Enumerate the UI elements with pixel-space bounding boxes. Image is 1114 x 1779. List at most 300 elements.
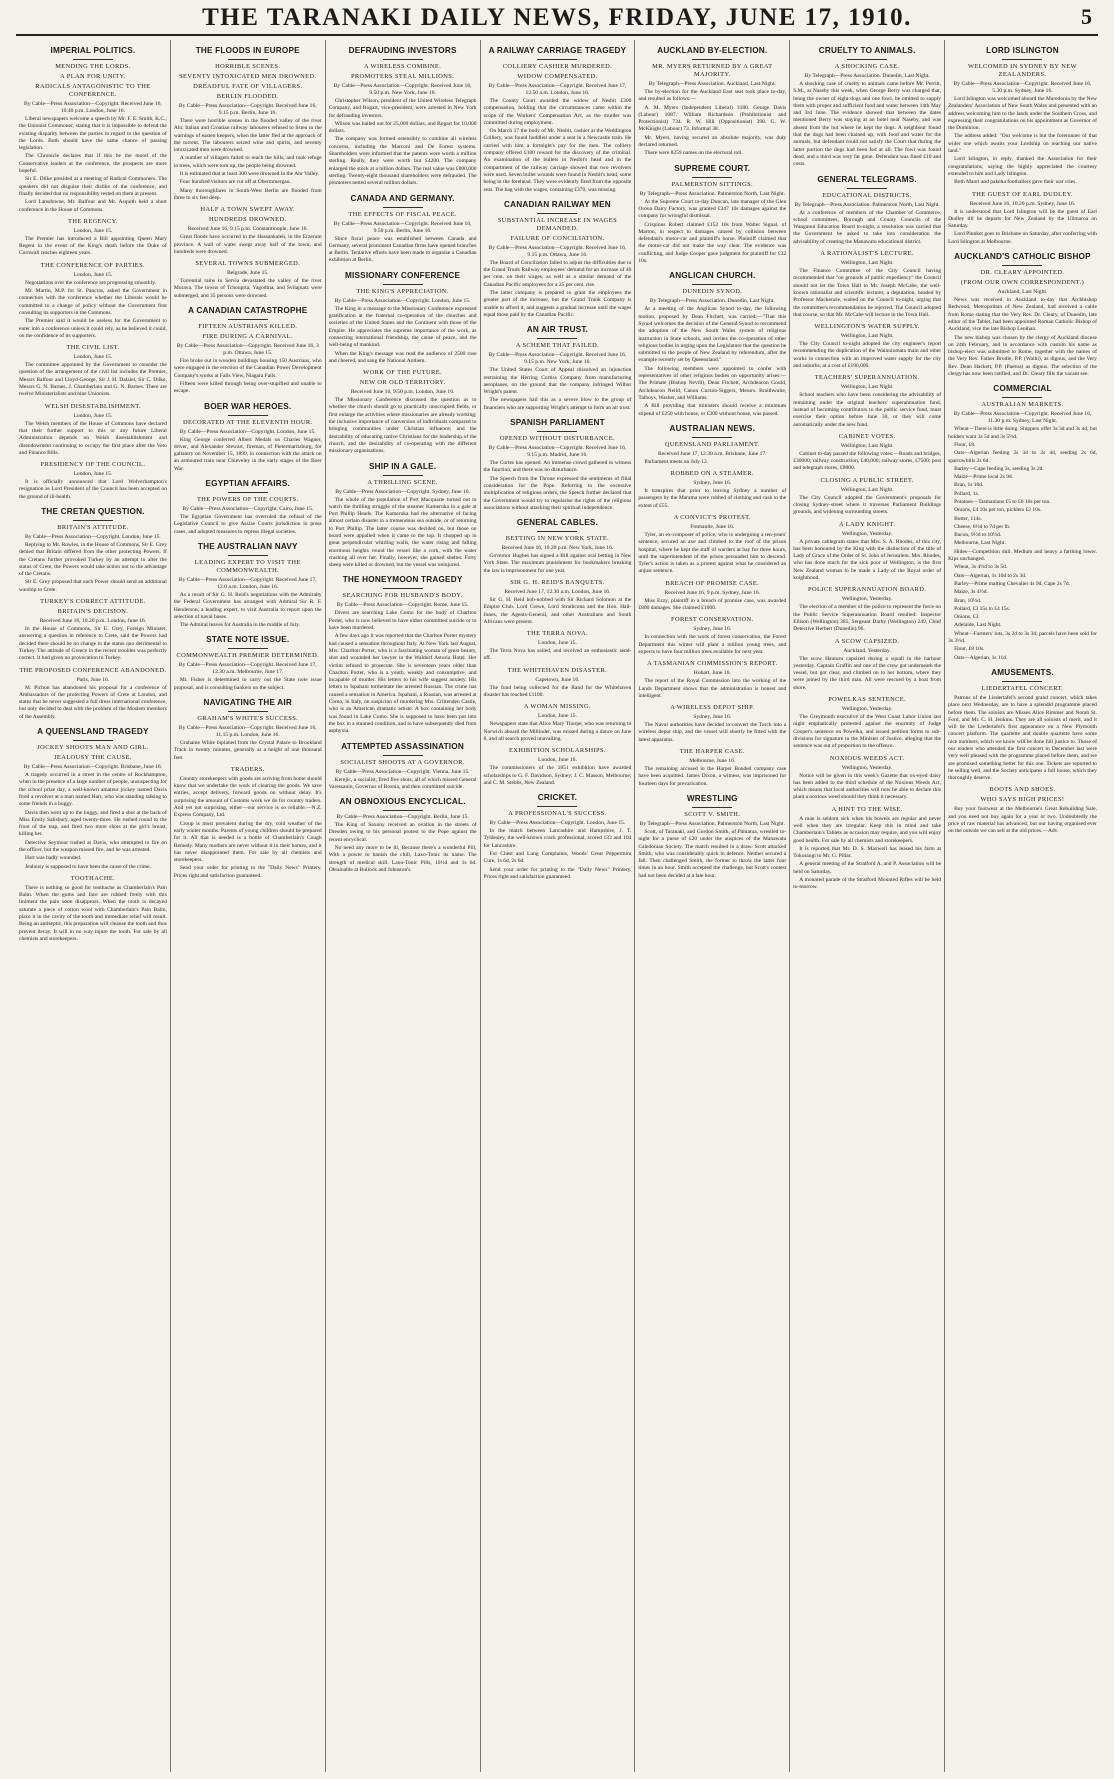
story-dateline: By Cable—Press Association—Copyright. Brisbane, June 16. (23, 764, 163, 771)
story (793, 755, 941, 802)
story-paragraph: The United States Court of Appeal dissolved an injunction restraining the Herring Curtiss Company from manufacturing aeroplanes, on the ground that the company infringed Wilbur Wright's patent. (483, 367, 632, 396)
story (638, 660, 786, 700)
story (329, 462, 477, 570)
story (793, 175, 941, 246)
story-dateline: Fremantle, June 16. (690, 523, 735, 530)
story (329, 797, 477, 874)
story-dateline: By Telegraph—Press Association. Dunedin, Last Night. (804, 73, 930, 79)
headline-rule (383, 59, 423, 60)
headline-rule (73, 59, 113, 60)
story-dateline: Wellington, Last Night. (840, 333, 894, 340)
story-dateline: Received June 17, 12.30 a.m. Brisbane, June 17. (658, 450, 767, 457)
story-dateline: Received June 17, 12.30 a.m. London, June 16. (504, 588, 611, 595)
story-paragraph: Oats—Algerian, 1s 11d. (954, 654, 1008, 661)
story-paragraph: Fire broke out in wooden buildings housing 150 Austrians, who were engaged in the erection of the Canadian Power Development Company's works at Falls View, Niagara Falls. (173, 358, 322, 379)
headline-rule (383, 475, 423, 476)
story-paragraph: A. M. Myers (Independent Liberal) 3180. George Davis (Labour) 1087. William Richardson (Prohibitionist and Protectionist) 734. R. W. Hill (Oppositionist) 398. G. W. McKnight (Labour) 73. Informal 38. (638, 104, 787, 133)
story-dateline: Paris, June 16. (76, 676, 110, 683)
story-subheading: THE TERRA NOVA. (526, 630, 589, 638)
headline-rule (73, 520, 113, 521)
story-subheading: EXHIBITION SCHOLARSHIPS. (508, 747, 606, 755)
story-subheading: QUEENSLAND PARLIAMENT. (664, 440, 760, 448)
story-paragraph: Cabinet to-day passed the following votes:—Roads and bridges, £30000; railway construction, £40,000; railway stores, £7500; post and telegraph stores, £8000. (793, 450, 942, 472)
story-headline: CANADA AND GERMANY. (350, 193, 455, 203)
story (484, 200, 632, 319)
story (329, 271, 477, 365)
column-6 (790, 40, 945, 1772)
story (484, 46, 632, 194)
story-subheading: A RATIONALIST'S LECTURE. (820, 250, 914, 258)
story (793, 374, 941, 428)
story-dateline: By Cable—Press Association—Copyright. Received June 16, 9.50 p.m. Berlin, June 16. (333, 220, 472, 234)
story-paragraph: Sir G. H. Reid hob-nobbed with Sir Richard Solomon at the Empire Club. Lord Crewe, Lord Strathcona and the Hon. Hall-Jones, the Agents-General, and other Australians and South Africans were present. (483, 596, 632, 625)
story-headline: A QUEENSLAND TRAGEDY (37, 727, 149, 737)
story-paragraph: The company was formed ostensibly to combine all wireless concerns, including the Marconi and De Forest systems. Shareholders were informed that the patents were worth a million sterling. Really, they were worth but £4200. The company enlarged the stock at a billion dollars. The real value was £800,000 sterling. Twenty-eight thousand shareholders were defrauded. The promoters netted several million dollars. (328, 136, 477, 187)
story-headline: WRESTLING (686, 793, 738, 803)
story-paragraph: Many thoroughfares in South-West Berlin are flooded from three to six feet deep. (173, 187, 322, 201)
story (638, 616, 786, 656)
story (793, 477, 941, 517)
story (174, 46, 322, 202)
story-headline: A RAILWAY CARRIAGE TRAGEDY (488, 46, 627, 55)
story-paragraph: The Cortes has opened. An immense crowd gathered to witness the function, and there was no disturbance. (483, 460, 632, 474)
story-dateline: By Cable—Press Association—Copyright. Received June 16, 5.30 p.m. Sydney, June 16. (953, 81, 1092, 94)
story-dateline: By Cable—Press Association—Copyright. Sydney, June 16. (335, 488, 471, 495)
story (329, 575, 477, 735)
story-dateline: By Cable—Press Association—Copyright. Received June 17, 12.0 a.m. London, June 16. (178, 576, 317, 590)
story-subheading: WELSH DISESTABLISHMENT. (44, 402, 142, 410)
story-paragraph: The committee appointed by the Government to consider the question of the arrangement of the civil list includes the Premier, Messrs Balfour and Lloyd-George, Sir J. H. Dalziel, Sir C. Dilke, Messrs G. N. Barnes, J. Chamberlain and G. N. Barnes. There are twelve Ministerialists and nine Unionists. (19, 362, 167, 398)
story-dateline: Wellington, Yesterday. (841, 706, 893, 713)
headline-rule (847, 188, 887, 189)
story (484, 418, 632, 512)
story-subheading: MENDING THE LORDS. (55, 63, 131, 70)
story-subheading: (FROM OUR OWN CORRESPONDENT.) (960, 279, 1085, 287)
story-paragraph: The whole of the population of Port Macquarie turned out to watch the thrilling struggle of the steamer Kameruka in a gale at Port Phillip Heads. The Kameruka had the alternative of facing almost certain disaster in a tremendous sea outside, or of returning to Port Phillip. The latter course was decided on, but those on board were appalled when it came to the top. It chopped up in great perpendicular whirling walls, the water rising and falling enormous heights round the vessel like a cork, with the water crashing all over her. Finally, however, she gained shelter. Forty sheep were killed or drowned, but the vessel was uninjured. (328, 496, 477, 569)
story (19, 507, 167, 594)
story-subheading: A SCOW CAPSIZED. (834, 637, 900, 645)
story-dateline: By Telegraph—Press Association. Auckland, Last Night. (648, 81, 776, 87)
story-paragraph: Christopher Wilson, president of the United Wireless Telegraph Company, and Bogart, vice-president, were arrested in New York for defrauding investors. (328, 98, 477, 119)
story-paragraph: The Board of Conciliation failed to adjust the difficulties due to the Grand Trunk Railway employees' demand for an increase of 40 per cent. on their wages, as well as a similar demand of the Canadian Pacific employees for a 25 per cent. rise. (483, 259, 632, 288)
headline-rule (228, 648, 268, 649)
story-dateline: Wellington, Last Night. (840, 260, 894, 267)
story-dateline: By Telegraph—Press Association. Palmerston North, Last Night. (639, 190, 785, 197)
story-dateline: By Cable—Press Association—Copyright. Vienna, June 15. (335, 768, 470, 775)
story-paragraph: Butter, 114s. (954, 515, 982, 522)
story-paragraph: It is officially announced that Lord Wolverhampton's resignation as Lord President of the Council has been accepted on the ground of ill-health. (19, 479, 167, 500)
story (948, 384, 1097, 662)
story-subheading: TOOTHACHE. (70, 874, 116, 882)
story-paragraph: Pollard, £3 15s to £4 15s. (954, 605, 1011, 612)
story-paragraph: A number of villagers failed to reach the hills, and took refuge in trees, which were torn up, the people being drowned. (173, 155, 322, 169)
story-paragraph: At a meeting of the Anglican Synod to-day, the following motion, proposed by Dean Fitchett, was carried:—"That this Synod welcomes the decision of the General Synod to recommend the adoption of the New South Wales system of religious instruction in State schools, and invites the co-operation of other religious bodies in urging upon the Legislature that the question be submitted to the people of New Zealand by referendum, after the example recently set by Queensland." (638, 306, 787, 364)
story-paragraph: In the House of Commons, Sir E. Grey, Foreign Minister, answering a question in reference to Crete, said the Powers had decided there should be no change in the status quo detrimental to Turkey. The attitude of Greece in the recent troubles was perfectly correct. It had given no provocation to Turkey. (19, 626, 167, 662)
story-dateline: By Cable—Press Association—Copyright. Cairo, June 15. (182, 506, 314, 513)
story-dateline: Wellington, Last Night. (840, 442, 894, 449)
story-subheading: NOXIOUS WEEDS ACT. (829, 754, 905, 762)
story-subheading: SEARCHING FOR HUSBAND'S BODY. (342, 592, 463, 600)
story-subheading: CLOSING A PUBLIC STREET. (820, 476, 914, 484)
headline-rule (537, 338, 577, 339)
story-paragraph: There is nothing so good for toothache as Chamberlain's Pain Balm. When the gums and face are rubbed freely with this liniment the pain soon disappears. When the tooth is decayed saturate a piece of cotton wool with Chamberlain's Pain Balm, place it in the cavity of the tooth and immediate relief will result. Being an antiseptic, this preparation will cleanse the tooth and thus prevent decay. It will in no way injure the tooth. For sale by all chemists and storekeepers. (19, 884, 167, 942)
story-headline: BOER WAR HEROES. (204, 401, 292, 411)
story-subheading: POLICE SUPERANNUATION BOARD. (808, 586, 927, 594)
story-subheading: A PLAN FOR UNITY. (60, 73, 126, 80)
story-dateline: London, June 15. (73, 412, 113, 419)
story (329, 742, 477, 792)
story-paragraph: The Chronicle declares that if this be the mood of the Conservative leaders at the conference, the prospects are more hopeful. (19, 153, 167, 175)
story-paragraph: Buy your footwear at the Melbourne's Great Rebuilding Sale, and you need not buy again for a year or two. Undoubtedly the price of raw material has advanced, but our having organised ever on the outside we can sell at the old prices.—Adv. (948, 806, 1097, 835)
column-2 (171, 40, 326, 1772)
story-headline: AN AIR TRUST. (526, 325, 589, 335)
story-paragraph: Notice will be given in this week's Gazette that ox-eyed daisy has been added to the third schedule of the Noxious Weeds Act, which means that local authorities will now be able to declare this plant a noxious weed should they think it necessary. (793, 772, 942, 801)
story (948, 668, 1097, 783)
story (793, 696, 941, 750)
story-headline: SPANISH PARLIAMENT (510, 418, 605, 428)
story-dateline: By Cable—Press Association—Copyright. London, June 15. (179, 428, 316, 435)
story-subheading: FAILURE OF CONCILIATION. (510, 234, 605, 242)
story-subheading: POWELKAS SENTENCE. (828, 696, 907, 704)
story-subheading: DREADFUL FATE OF VILLAGERS. (193, 83, 303, 90)
story-paragraph: The Premier has introduced a Bill appointing Queen Mary Regent in the event of the King's death before the Duke of Cornwall reaches eighteen years. (19, 235, 167, 257)
story-paragraph: Wheat, 3s 4½d to 3s 5d. (954, 564, 1008, 571)
story-subheading: A WIRELESS COMBINE. (363, 63, 442, 70)
story-dateline: Wellington, Yesterday. (841, 596, 893, 603)
story-paragraph: School teachers who have been considering the advisability of remaining under the original teachers' superannuation fund, instead of becoming contributors to the public service fund, must exercise their option before June 30, or they will come automatically under the new fund. (793, 392, 942, 428)
story-dateline: Wellington, Yesterday. (841, 764, 893, 771)
article-columns (16, 40, 1100, 1772)
story-paragraph: Jealousy is supposed to have been the cause of the crime. (25, 863, 152, 870)
story-subheading: WIDOW COMPENSATED. (517, 73, 598, 80)
story-paragraph: A man is seldom sick when his bowels are regular and never well when they are irregular. Keep this in mind and take Chamberlain's Tablets as occasion may require, and you will enjoy good health. For sale by all chemists and storekeepers. (793, 815, 942, 844)
story-dateline: By Cable—Press Association—Copyright. Received June 16, 3 p.m. Ottawa, June 15. (176, 343, 319, 357)
story-subheading: BERLIN FLOODED. (216, 93, 279, 100)
story-paragraph: The Welsh members of the House of Commons have declared that their further support to this or any future Liberal Administration depends on Welsh disestablishment and disendowment continuing to occupy the first place after the Veto and Finance Bills. (19, 420, 167, 456)
story-dateline: Received June 16, 10.20 p.m. New York, June 16. (501, 545, 614, 552)
story-paragraph: Country storekeepers with goods are arriving from home should know that we undertake the work of clearing the goods. We save entries, accept delivery, forward goods on without delay. It's surprising the amount of Customs work we do for country traders. And yet not surprising, either—our service is so reliable.—N.Z. Express Company, Ltd. (173, 775, 322, 819)
story-headline: AUSTRALIAN NEWS. (669, 423, 756, 433)
story (484, 747, 632, 787)
story-dateline: Hobart, June 16. (693, 670, 731, 677)
story-paragraph: It is estimated that at least 300 were drowned in the Ahr Valley. (179, 171, 320, 178)
story-dateline: Sydney, June 16. (693, 480, 732, 487)
story-paragraph: Croup is most prevalent during the dry, cold weather of the early winter months. Parents of young children should be prepared for it. All that is needed is a bottle of Chamberlain's Cough Remedy. Many mothers are never without it in their homes, and it has never disappointed them. For sale by all chemists and storekeepers. (173, 820, 322, 864)
story-paragraph: There were 8259 names on the electoral roll. (644, 150, 743, 157)
headline-rule (1002, 59, 1042, 60)
story-paragraph: There were horrible scenes in the flooded valley of the river Ahr. Italian and Croatian railway labourers refused to listen to the warnings of easten keepers, when the latter fled at the approach of the torrent. The labourers seized wine and spirits, and seventy intoxicated men were drowned. (173, 118, 322, 154)
story (174, 542, 322, 629)
story-subheading: OPENED WITHOUT DISTURBANCE. (499, 435, 616, 443)
story (19, 461, 167, 501)
story-paragraph: Send your order for printing to the "Daily News" Printery. Prices right and satisfaction guaranteed. (173, 865, 322, 879)
story-paragraph: The City Council adopted the Government's proposals for closing Sydney-street where it traverses Parliament Buildings grounds, and widening surrounding streets. (793, 494, 942, 516)
story-paragraph: Grahame White biplaned from the Crystal Palace to Brookland Track in twenty minutes, generally at a height of one thousand feet. (173, 739, 322, 761)
story-paragraph: Bran, 1s 10d. (954, 482, 984, 489)
story-subheading: WELCOMED IN SYDNEY BY NEW ZEALANDERS. (968, 63, 1077, 78)
story (484, 518, 632, 575)
story-paragraph: It is understood that Lord Islington will be the guest of Earl Dudley till he departs for New Zealand by the Ulimaroa on Saturday. (948, 208, 1097, 230)
headline-rule (383, 284, 423, 285)
story-paragraph: News was received in Auckland to-day that Archbishop Redwood, Metropolitan of New Zealand, had received a cable from Rome stating that the Very Rev. Dr. Cleary, of Dunedin, late editor of the Tablet, had been appointed Roman Catholic Bishop of Auckland, vice the late Bishop Lenihan. (948, 297, 1097, 333)
story (174, 698, 322, 762)
story-paragraph: M. Pichon has abandoned his proposal for a conference of Ambassadors of the protecting Powers of Crete at London, and states that he never suggested a full dress international conference, but only decided to deal with the problem of the Moslem members of the Assembly. (19, 684, 167, 720)
story-subheading: A HINT TO THE WISE. (831, 805, 903, 813)
story-dateline: By Cable—Press Association—Copyright. London, June 15. (489, 820, 626, 827)
headline-rule (847, 59, 887, 60)
story-paragraph: Both Maori and pakeha footballers gave their war cries. (954, 179, 1077, 186)
newspaper-title: THE TARANAKI DAILY NEWS, FRIDAY, JUNE 17, 1910. (202, 4, 912, 31)
story-dateline: By Cable—Press Association—Copyright. Rome, June 15. (336, 602, 469, 609)
story (638, 164, 786, 266)
story-paragraph: It transpires that prior to leaving Sydney a number of passengers by the Marama were robbed of clothing and cash to the extent of £55. (638, 488, 787, 509)
story-headline: MISSIONARY CONFERENCE (345, 270, 461, 280)
column-4 (481, 40, 636, 1772)
story-paragraph: A tragedy occurred in a street in the centre of Rockhampton, when in the presence of a large number of people, unsuspecting for the school prize day, a well-known amateur jockey named Davis fired a revolver at a man named Hart, who was standing talking to some friends in a buggy. (19, 772, 167, 808)
story-subheading: WELLINGTON'S WATER SUPPLY. (814, 323, 920, 331)
story-dateline: London, June 15. (73, 227, 113, 234)
story-subheading: HALF A TOWN SWEPT AWAY. (200, 206, 295, 214)
story-headline: COMMERCIAL (993, 384, 1052, 394)
story-paragraph: As a result of Sir G. H. Reid's negotiations with the Admiralty the Federal Government has arranged with Admiral Sir R. F. Henderson, a leading expert, to visit Australia to report upon the selection of naval bases. (173, 591, 322, 620)
story (484, 703, 632, 743)
story-subheading: JEALOUSY THE CAUSE. (54, 754, 132, 762)
story-headline: LORD ISLINGTON (986, 46, 1059, 55)
story (174, 766, 322, 880)
story-paragraph: Torrential rains in Servia devastated the valley of the river Morava. The towns of Tchoupria, Yagodina, and Svilajnatz were submerged, and 35 persons were drowned. (173, 278, 322, 299)
story-paragraph: Fifteen were killed through being over-stupified and unable to escape. (173, 380, 322, 395)
story (19, 598, 167, 662)
story-subheading: THE GUEST OF EARL DUDLEY. (972, 190, 1073, 198)
story-dateline: Sydney, June 16. (693, 714, 732, 721)
story (19, 727, 167, 871)
story-subheading: A WIRELESS DEPOT SHIP. (670, 704, 755, 712)
story-subheading: A TASMANIAN COMMISSION'S REPORT. (647, 660, 778, 668)
story-paragraph: In the match between Lancashire and Hampshire, J. T. Tyldesley, the well-known crack professional, scored 133 and 104 for Lancashire. (483, 828, 632, 849)
story-dateline: Melbourne, June 16. (689, 758, 736, 765)
story-paragraph: Mr. Fisher is determined to carry out the State note issue proposal, and is consulting bankers on the subject. (173, 677, 322, 691)
story-paragraph: A private cablegram states that Mrs. S. A. Rhodes, of this city, has been honoured by the King with the distinction of the title of Lady of Grace of the Order of St. John of Jerusalem. Mrs. Rhodes, who has done much for the sick poor of Wellington, is the first New Zealand woman to be made a Lady of the Royal order of knighthood. (793, 538, 942, 582)
story-subheading: BETTING IN NEW YORK STATE. (505, 535, 610, 543)
story-dateline: By Cable—Press Association—Copyright. Received June 17, 12.50 a.m. London, June 16. (488, 83, 627, 96)
story-paragraph: Four hundred visitors are cut off at Obermmergau. (179, 179, 291, 186)
story-subheading: THE HARPER CASE. (679, 748, 745, 756)
story-dateline: By Cable—Press Association—Copyright. Received June 16, 11.15 p.m. London, June 16. (178, 724, 317, 738)
story-headline: AMUSEMENTS. (991, 667, 1054, 677)
story-subheading: A WOMAN MISSING. (523, 703, 592, 711)
story-paragraph: The remaining accused in the Harper Bonded company case have been acquitted. James Dixon, a witness, was imprisoned for fourteen days for prevarication. (638, 766, 787, 787)
story-paragraph: The County Court awarded the widow of Nesbit £300 compensation, holding that the circumstances came within the scope of the Workers' Compensation Act, as the murder was committed during employment. (483, 98, 632, 126)
story-subheading: THE EFFECTS OF FISCAL PEACE. (348, 210, 457, 218)
story-subheading: DECORATED AT THE ELEVENTH HOUR. (183, 418, 313, 426)
story-dateline: London, June 15. (538, 640, 577, 647)
story-paragraph: Lord Islington, in reply, thanked the Association for their congratulations, saying the highly appreciated the courtesy extended to him and Lady Islington. (948, 156, 1097, 177)
column-8 (945, 40, 1100, 1772)
story-subheading: A CONVICT'S PROTEST. (673, 513, 751, 521)
story-dateline: Received June 16, 10.20 p.m. London, June 16. (39, 618, 147, 625)
story-dateline: By Cable—Press Association—Copyright. London, June 15. (334, 297, 471, 304)
story-dateline: By Telegraph—Press Association. Dunedin, Last Night. (649, 298, 775, 305)
story-paragraph: Great floods have occurred in the Hassankaleh, in the Erzerum province. A wall of water swept away half of the town, and hundreds were drowned. (173, 234, 322, 255)
story-paragraph: The King in a message to the Missionary Conference expressed gratification at the fraternal co-operation of the churches and societies of the United States and the Continent with those of the Empire. He appreciates the supreme importance of the work, as connecting international friendship, the cause of peace, and the well-being of mankind. (328, 305, 477, 349)
story-paragraph: The City Council to-night adopted the city engineer's report recommending the duplication of the Wainuiomata main and other works in connection with an improved water supply for the city and suburbs, at a cost of £190,000. (793, 341, 942, 370)
story (174, 306, 322, 395)
story-dateline: By Cable—Press Association—Copyright. Received June 16, 11.30 p.m. Sydney, Last Night. (953, 411, 1092, 425)
story-subheading: SEVENTY INTOXICATED MEN DROWNED. (179, 73, 317, 80)
story-paragraph: The Missionary Conference discussed the question as to whether the church should go to practically unoccupied fields, or first enlarge the activities where missionaries are already working; the inclusive importance of conversion of individuals compared to bringing communities under Christian influence; and the desirability of educating native Christians for the leadership of the church, and the desirability of co-operating with the different missionary organisations. (328, 397, 477, 455)
story-paragraph: The election of a member of the police to represent the force on the Public Service Superannuation Board resulted: Inspector Ellison (Wellington) 385, Sergeant Darby (Wellington) 249, Chief Detective Herbert (Dunedin) 96. (793, 604, 942, 633)
headline-rule (537, 213, 577, 214)
story-dateline: Wellington, Last Night. (840, 384, 894, 391)
story-paragraph: On March 17 the body of Mr. Nesbit, cashier at the Weddington Colliery, was found huddled under a seat in a Newcastle train. He carried with him a fortnight's pay for the men. The colliery company offered £100 reward for the discovery of the criminal. An examination of the bullets in Nesbit's head and in the compartment of the railway carriage showed that two revolvers were used. Seven bullet wounds were found in Nesbit's head, some being in the forehead. They were evidently fired from the opposite seat. The bag with the wages, containing £370, was missing. (483, 128, 632, 193)
story (484, 630, 632, 663)
story-paragraph: Parliament meets on July 12. (644, 458, 709, 465)
story-paragraph: Send your order for printing to the "Daily News" Printery. Prices right and satisfaction guaranteed. (483, 866, 632, 880)
story-paragraph: Oats—Algerian feeding 2s 3d to 2s 4d, seeding 2s 6d, sparrowbills 2s 6d. (948, 450, 1097, 464)
story-subheading: THE WHITEHAVEN DISASTER. (507, 666, 608, 674)
story (793, 638, 941, 692)
headline-rule (383, 588, 423, 589)
headline-rule (383, 207, 423, 208)
story-subheading: RADICALS ANTAGONISTIC TO THE CONFERENCE. (35, 83, 151, 98)
story-subheading: TURKEY'S CORRECT ATTITUDE. (40, 598, 146, 606)
headline-rule (1002, 265, 1042, 266)
story-headline: THE CRETAN QUESTION. (41, 506, 145, 516)
story (484, 579, 632, 626)
story-dateline: By Telegraph—Press Association. Palmerston North, Last Night. (794, 201, 940, 208)
story-dateline: By Cable—Press Association—Copyright. Received June 16, 9.15 p.m. Ottawa, June 16. (488, 244, 627, 258)
story-paragraph: Patrons of the Liedertafel's second grand concert, which takes place next Wednesday, are to have a splendid programme placed before them. The soloists are Misses Alice Rimmer and Norah St. Ford, and Mr. C. H. Jenkins. They are all soloists of merit, and it will be the Liedertafel's first appearance on a New Plymouth concert platform. The quartette and double quartette have some nice numbers, which we know will be done full justice to. Those of our readers who attended the first concert in December last were very well pleased with the programme placed before them, and we are promised something better for this one. Tickets are reported to be selling well, and the Society anticipates a full house, which they thoroughly deserve. (948, 694, 1097, 782)
story-subheading: BRITAIN'S ATTITUDE. (57, 523, 129, 531)
masthead (16, 0, 1098, 36)
story (948, 252, 1097, 378)
story (793, 586, 941, 633)
story-paragraph: Hart was badly wounded. (25, 855, 82, 862)
story-paragraph: The Admiral leaves for Australia in the middle of July. (179, 622, 300, 629)
story (638, 748, 786, 788)
story-paragraph: The newspapers hail this as a severe blow to the group of financiers who are supporting Wright's attempt to form an air trust. (483, 397, 632, 411)
story (19, 262, 167, 340)
story-paragraph: The Egyptian Government has overruled the refusal of the Legislative Council to give Assize Courts jurisdiction in press cases, and adopted measures to repress illegal societies. (173, 514, 322, 535)
story-paragraph: A Bill providing that ministers should receive a minimum stipend of £250 with house, or £300 without house, was passed. (638, 403, 787, 417)
story-paragraph: Onions, £3. (954, 614, 980, 621)
story-headline: AN OBNOXIOUS ENCYCLICAL. (339, 797, 466, 807)
story-subheading: SIR G. H. REID'S BANQUETS. (510, 578, 605, 586)
column-5 (635, 40, 790, 1772)
story-paragraph: No need any more to be ill, Because there's a wonderful Pill, With a power to banish the chill, Laxo-Tonic its name. The strength of medical skill. Laxo-Tonic Pills, 10½d and 1s 6d. Obtainable at Bullock and Johnston's. (328, 845, 477, 873)
story-paragraph: A few days ago it was reported that the Charlton Porter mystery had caused a sensation throughout Italy. At New York last August, Mrs. Charlton Porter, who is a fascinating woman of great beauty, shot and wounded her lawyer in the Waldorf Astoria Hotel. Her victim refused to prosecute. She is seventeen years older than Charlton Porter, who is a youth, weakly and consumptive, and incapable of murder. His letters to his wife suggest anxiety. His letters to Ispahani tormentate the arrested Russian. The crime has caused a sensation in America. Ispahani, a Russian, was arrested at Como, in Italy, on suspicion of murdering Mrs. Crittenden Castle, who is an American dramatic artiste. A box containing her body was found in Lake Como. She is supposed to have been put into the box in a stunned condition, and to have subsequently died from asphyxia. (328, 633, 477, 735)
story (638, 794, 786, 880)
story-paragraph: Mr. Myers, having secured an absolute majority, was duly declared returned. (638, 134, 787, 149)
story-headline: STATE NOTE ISSUE. (206, 635, 290, 645)
story-subheading: THE CONFERENCE OF PARTIES. (40, 261, 146, 269)
headline-rule (73, 740, 113, 741)
story-headline: THE FLOODS IN EUROPE (195, 46, 300, 55)
story-headline: ATTEMPTED ASSASSINATION (341, 741, 464, 751)
story-paragraph: Negotiations over the conference are progressing smoothly. (25, 279, 156, 286)
story-dateline: Sydney, June 16. (693, 626, 732, 633)
story-paragraph: Onions, £4 10s per ton, picklers £2 10s. (954, 507, 1042, 514)
story-paragraph: A mounted parade of the Stratford Mounted Rifles will be held to-morrow. (793, 877, 942, 891)
story-subheading: THE PROPOSED CONFERENCE ABANDONED. (19, 666, 167, 674)
story-dateline: Wellington, Last Night. (840, 486, 894, 493)
story-dateline: By Cable—Press Association—Copyright. Berlin, June 15. (336, 814, 469, 821)
story-paragraph: Bran, 10½d. (954, 597, 982, 604)
story-subheading: A SHOCKING CASE. (834, 63, 900, 70)
story (19, 403, 167, 457)
story-paragraph: Flour, £8. (954, 441, 976, 448)
story-dateline: Received June 16, 9 p.m. Sydney, June 16. (664, 589, 761, 596)
story-headline: THE AUSTRALIAN NAVY (197, 541, 298, 551)
story-paragraph: Maize—Prime local 2s 9d. (954, 474, 1014, 481)
headline-rule (537, 59, 577, 60)
story-subheading: HORRIBLE SCENES. (215, 63, 281, 70)
story-dateline: Received June 16, 9.15 p.m. Constantinople, June 16. (187, 226, 308, 233)
story-paragraph: Bacon, 9½d to 10½d. (954, 532, 1002, 539)
story-subheading: ROBBED ON A STEAMER. (670, 470, 754, 478)
story-paragraph: Mr. Martin, M.P. for St. Pancras, asked the Government in connection with the conference whether the Liberals would be committed to a change of policy without the Government first consulting its supporters in the Commons. (19, 288, 167, 316)
story-paragraph: For Chest and Lung Complaints, Woods' Great Peppermint Cure, 1s 6d, 2s 6d. (483, 851, 632, 865)
story-paragraph: The address added: "Our welcome is but the forerunner of that wider one which awaits your Lordship on reaching our native land." (948, 133, 1097, 155)
story-paragraph: Pollard, 1s. (954, 490, 979, 497)
story-headline: NAVIGATING THE AIR (203, 697, 293, 707)
story-subheading: COMMONWEALTH PREMIER DETERMINED. (176, 652, 320, 660)
story-paragraph: Scott, of Taranaki, and Gordon Smith, of Pahiatua, wrestled to-night for a purse of £20 under the auspices of the Manawatu Caledonian Society. The match resulted in a draw. Scott attacked Smith, who was considerably quick in defence. Neither secured a fall. Then challenged Smith, the former to throw the latter four times in an hour. Smith accepted the challenge, but Scott's contest had not been decided at a late hour. (638, 828, 787, 879)
story-headline: AUCKLAND'S CATHOLIC BISHOP (954, 252, 1091, 262)
story-paragraph: Davis then went up to the buggy, and fired a shot at the back of Miss Emily Salisbury, aged twenty-three. He rushed round to the front of the trap, and fired two more shots at the girl's breast, killing her. (19, 809, 167, 838)
story (793, 46, 941, 169)
story-paragraph: When the King's message was read the audience of 2500 rose and cheered, and sang the National Anthem. (328, 350, 477, 364)
story-subheading: SCOTT V. SMITH. (684, 810, 741, 818)
column-3 (326, 40, 481, 1772)
story-paragraph: Potatoes—Tasmanians £5 to £6 10s per ton. (954, 498, 1051, 505)
story-paragraph: The following members were appointed to confer with representatives of other religious bodies on opportunity arises:—The Primate (Bishop Nevill), Dean Fitchett, Archdeacon Gould, Archdeacon Neild, Canon Curzon-Siggers, Messrs. Braithwaite, Talboys, Washer, and Williams. (638, 365, 787, 401)
story-paragraph: In connection with the work of forest conservation, the Forest Department this winter will plant a million young trees, and expects to have four million trees available for next year. (638, 634, 787, 655)
story-subheading: A LADY KNIGHT. (839, 520, 896, 528)
story-dateline: London, June 15. (73, 271, 113, 278)
story-paragraph: The latter company is prepared to grant the employees the greater part of the increase, but the Grand Trunk Company is unable to afford it, and suggests a gradual increase until the wages equal those paid by the Canadian Pacific. (483, 290, 632, 318)
story (174, 479, 322, 536)
story-paragraph: King George conferred Albert Medals on Charles Wagner, driver, and Alexander Stewart, fireman, of Pietermaritzburg, for gallantry on November 15, 1899, in connection with the attack on an armoured train near Chieveley in the early stages of the Boer War. (173, 436, 322, 472)
story-paragraph: Barley—Cape feeding 3s, seeding 3s 2d. (954, 465, 1044, 472)
story-dateline: By Cable—Press Association—Copyright. Received June 16, 9.15 p.m. Berlin, June 16. (178, 103, 317, 116)
story-paragraph: The Greymouth executive of the West Coast Labor Union last night emphatically protested against the enormity of Judge Cooper's sentence on Powelka, and issued petition forms to sub-divisions for signature to the Minister of Justice, alleging that the sentence was out of proportion to the offence. (793, 714, 942, 750)
story (793, 323, 941, 370)
story-paragraph: Lord Lansdowne, Mr. Balfour and Mr. Asquith held a short conference in the House of Commons. (19, 199, 167, 213)
headline-rule (692, 807, 732, 808)
story-paragraph: The King of Saxony received an ovation in the streets of Dresden owing to his personal protest to the Pope against the recent encyclical. (328, 822, 477, 843)
story (948, 46, 1097, 187)
story-paragraph: The Premier said it would be useless for the Government to enter into a conference unless it could rely, as he believed it could, on the confidence of its supporters. (19, 318, 167, 339)
story-subheading: PRESIDENCY OF THE COUNCIL. (40, 461, 146, 469)
headline-rule (228, 711, 268, 712)
story (793, 250, 941, 319)
story (174, 402, 322, 473)
story-paragraph: Barley—Prime malting Chevalier 4s 9d, Cape 2s 7d. (954, 580, 1071, 587)
story-dateline: Capetown, June 16. (535, 676, 580, 683)
story-subheading: JOCKEY SHOOTS MAN AND GIRL. (37, 744, 149, 752)
story-paragraph: The Terra Nova has sailed, and received an enthusiastic send-off. (483, 648, 632, 662)
story-paragraph: Crispinus Robert claimed £152 10s from Walter Signal, of Marton, in respect to damages caused by collision between defendant's motor-car and plaintiff's horse. Plaintiff claimed that the motor-car did not make the way clear. The evidence was conflicting, and Judge Cooper gave judgment for plaintiff for £32 10s. (638, 221, 787, 265)
story-subheading: THE CIVIL LIST. (66, 344, 120, 352)
story-paragraph: Miss Ezzy, plaintiff in a breach of promise case, was awarded £800 damages. She claimed £1000. (638, 597, 787, 612)
story-subheading: SOCIALIST SHOOTS AT A GOVERNOR. (340, 758, 465, 766)
story-paragraph: Hides—Competition dull. Medium and heavy a farthing lower. Kips unchanged. (948, 548, 1097, 563)
story (19, 46, 167, 214)
headline-rule (228, 492, 268, 493)
headline-rule (1002, 397, 1042, 398)
headline-rule (228, 555, 268, 556)
